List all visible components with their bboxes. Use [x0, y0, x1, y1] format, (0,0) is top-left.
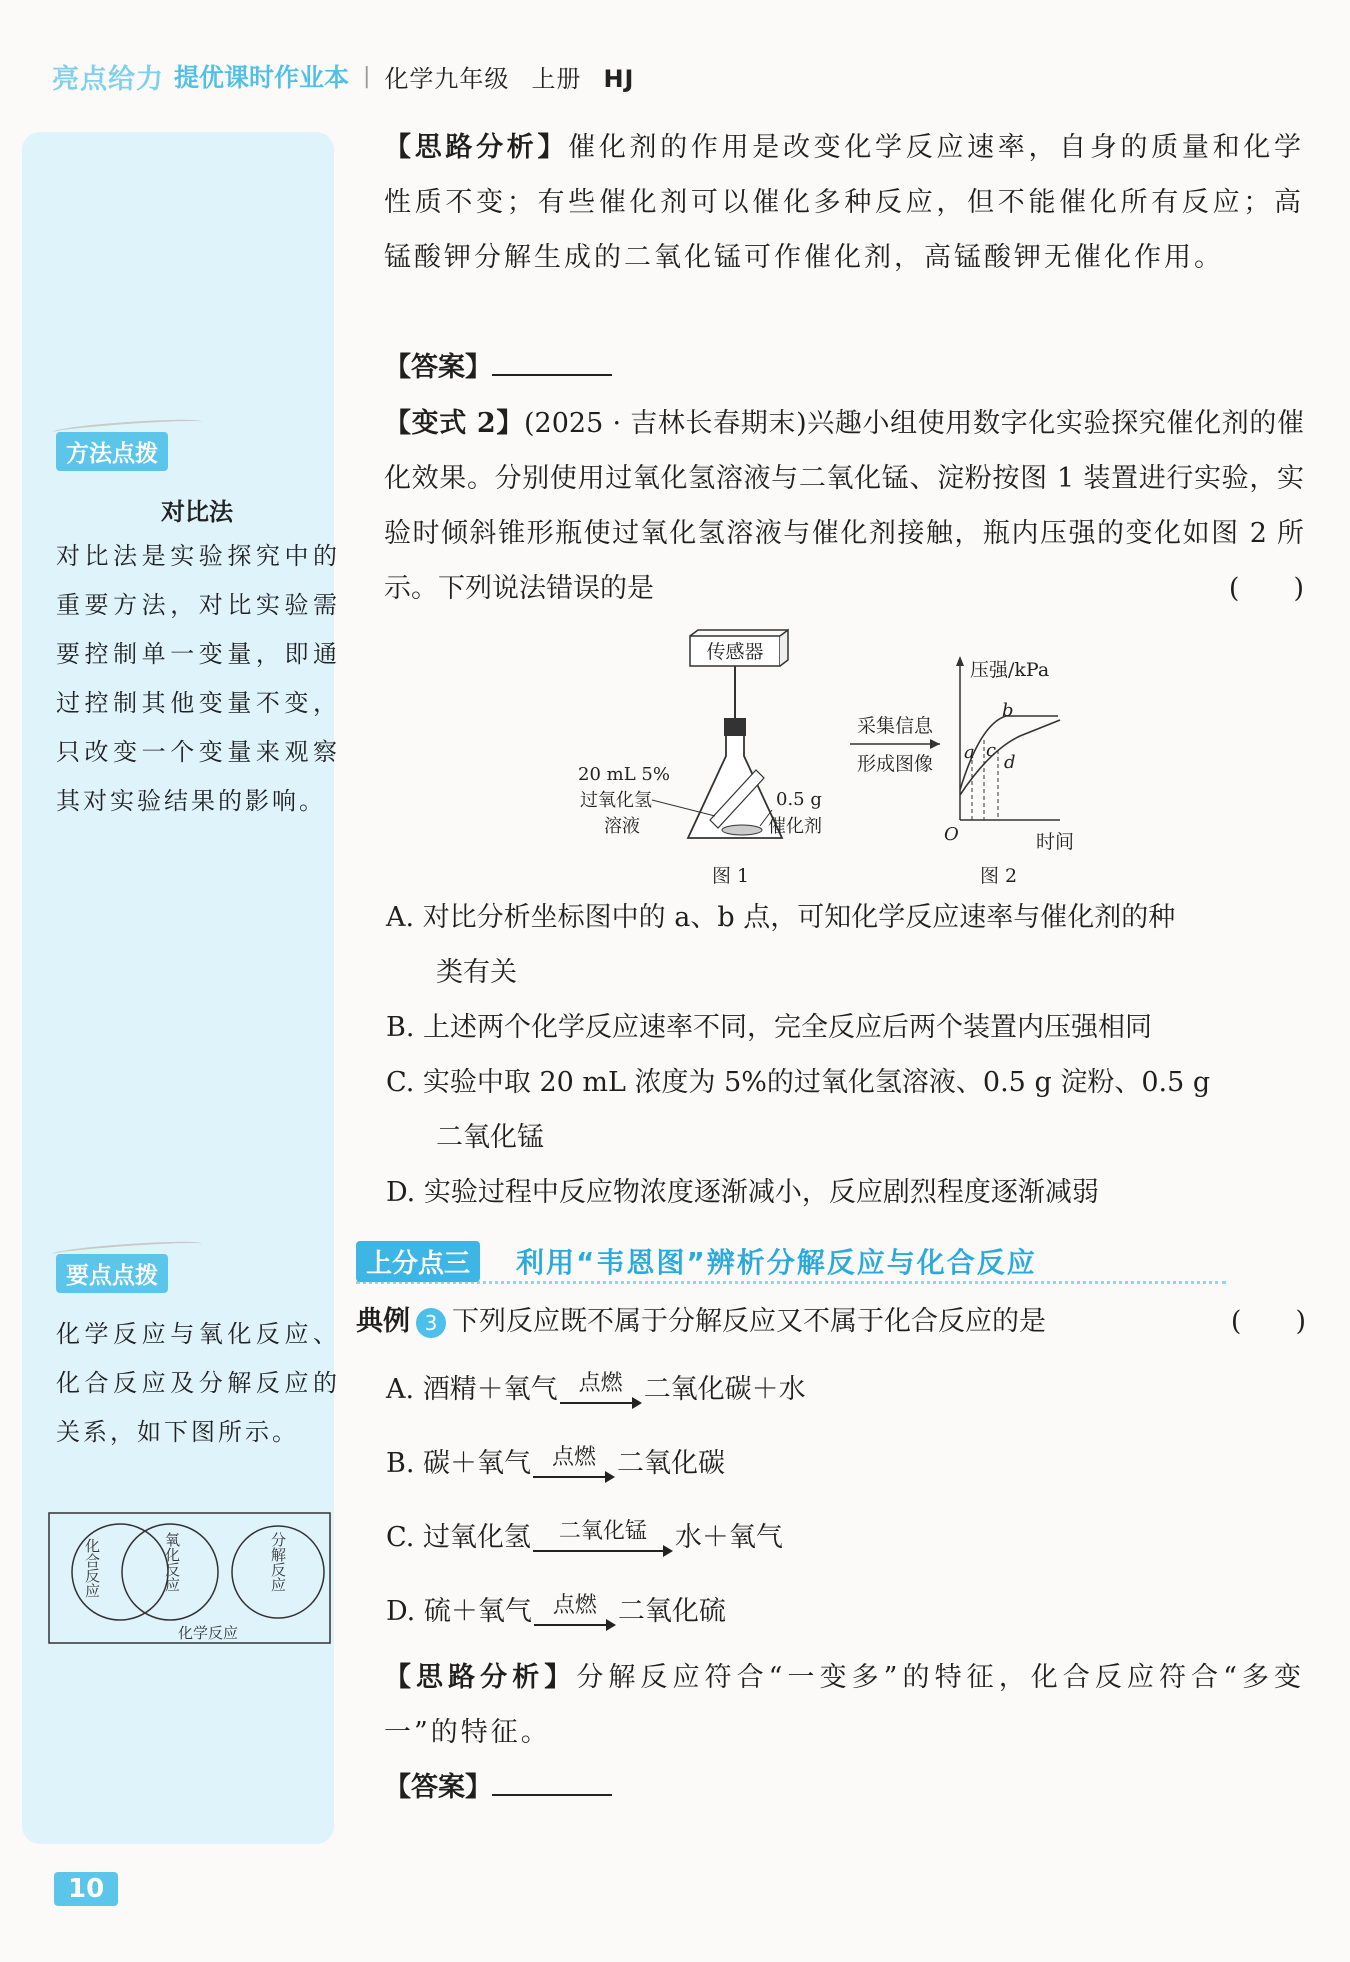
answer-1	[384, 340, 1304, 395]
option-text-cont: 二氧化锰	[436, 1122, 544, 1153]
y-axis-label: 压强/kPa	[970, 659, 1050, 681]
sensor-box-top	[690, 630, 788, 636]
venn-frame-label: 化学反应	[178, 1624, 239, 1642]
arrow-icon	[533, 1544, 673, 1558]
experiment-figure	[560, 620, 1120, 900]
page-header	[52, 56, 634, 96]
reaction-condition: 二氧化锰	[558, 1519, 647, 1544]
reaction-left: 硫＋氧气	[423, 1596, 532, 1627]
page-number: 10	[54, 1872, 118, 1906]
example-3	[356, 1300, 1306, 1344]
reaction-key: A.	[386, 1374, 415, 1405]
process-arrow-head	[930, 739, 940, 749]
key-tag: 要点点拨	[56, 1254, 168, 1293]
answer-2	[384, 1760, 1304, 1815]
method-title: 对比法	[161, 497, 233, 526]
origin-label: O	[944, 824, 959, 845]
reaction-b[interactable]	[386, 1444, 725, 1484]
variant-2-label: 【变式 2】	[384, 408, 524, 439]
point-d: d	[1004, 752, 1016, 773]
sensor-label: 传感器	[706, 641, 764, 663]
point-a: a	[964, 742, 975, 763]
option-text-cont: 类有关	[436, 957, 517, 988]
reaction-right: 二氧化硫	[617, 1596, 726, 1627]
analysis-1	[384, 120, 1304, 285]
analysis-2	[384, 1650, 1304, 1760]
section-tag: 上分点三	[356, 1241, 480, 1282]
catalyst-powder	[722, 825, 762, 835]
reaction-c[interactable]	[386, 1518, 783, 1558]
option-key: A.	[386, 902, 415, 933]
stopper	[724, 718, 746, 736]
option-a[interactable]	[386, 890, 1306, 1000]
answer-2-label: 【答案】	[384, 1772, 492, 1803]
variant-2-text: (2025 · 吉林长春期末)兴趣小组使用数字化实验探究催化剂的催化效果。分别使用过氧化氢溶液与二氧化锰、淀粉按图 1 装置进行实验，实验时倾斜锥形瓶使过氧化氢溶液与催化剂接触，瓶内压强的变化如图 2 所示。下列说法错误的是	[384, 408, 1305, 604]
reaction-arrow	[534, 1594, 616, 1632]
brand-logo: 亮点给力	[52, 63, 164, 95]
reaction-right: 水＋氧气	[674, 1522, 783, 1553]
arrow-icon	[533, 1470, 615, 1484]
y-axis-arrow	[956, 656, 964, 666]
arrow-bottom-label: 形成图像	[857, 753, 934, 775]
solution-vol: 20 mL 5%	[578, 764, 670, 785]
volume: 上册	[531, 64, 582, 93]
reaction-condition: 点燃	[552, 1445, 597, 1470]
reaction-arrow	[533, 1520, 673, 1558]
venn-label-1: 化合反应	[83, 1538, 101, 1598]
analysis-2-text: 分解反应符合“一变多”的特征，化合反应符合“多变一”的特征。	[384, 1662, 1304, 1748]
venn-diagram	[48, 1512, 331, 1644]
variant-2-paren: ( )	[1228, 573, 1304, 604]
answer-2-blank[interactable]	[492, 1768, 612, 1796]
option-text: 实验中取 20 mL 浓度为 5%的过氧化氢溶液、0.5 g 淀粉、0.5 g	[422, 1067, 1211, 1098]
catalyst-mass: 0.5 g	[776, 789, 822, 810]
sidebar	[22, 132, 340, 1844]
option-text: 上述两个化学反应速率不同，完全反应后两个装置内压强相同	[423, 1012, 1153, 1043]
catalyst-label: 催化剂	[768, 816, 822, 837]
arrow-icon	[560, 1396, 642, 1410]
reaction-left: 碳＋氧气	[423, 1448, 532, 1479]
reaction-key: D.	[386, 1596, 416, 1627]
analysis-2-label: 【思路分析】	[384, 1662, 577, 1693]
example-text: 下列反应既不属于分解反应又不属于化合反应的是	[452, 1306, 1046, 1337]
header-separator: |	[363, 63, 371, 89]
reaction-d[interactable]	[386, 1592, 726, 1632]
option-text: 对比分析坐标图中的 a、b 点，可知化学反应速率与催化剂的种	[422, 902, 1176, 933]
example-label: 典例	[356, 1306, 410, 1337]
subject: 化学九年级	[384, 64, 510, 93]
arrow-icon	[534, 1618, 616, 1632]
point-c: c	[986, 740, 997, 761]
sensor-box-side	[780, 630, 788, 666]
x-axis-label: 时间	[1036, 831, 1075, 853]
analysis-1-text: 催化剂的作用是改变化学反应速率，自身的质量和化学性质不变；有些催化剂可以催化多种反应，但不能催化所有反应；高锰酸钾分解生成的二氧化锰可作催化剂，高锰酸钾无催化作用。	[384, 132, 1305, 273]
reaction-condition: 点燃	[578, 1371, 623, 1396]
option-key: C.	[386, 1067, 415, 1098]
series-name: 提优课时作业本	[174, 63, 350, 92]
reaction-right: 二氧化碳	[617, 1448, 726, 1479]
option-key: B.	[386, 1012, 415, 1043]
variant-2	[384, 396, 1304, 616]
option-text: 实验过程中反应物浓度逐渐减小，反应剧烈程度逐渐减弱	[423, 1177, 1099, 1208]
reaction-left: 过氧化氢	[422, 1522, 531, 1553]
option-key: D.	[386, 1177, 416, 1208]
solution-name-1: 过氧化氢	[580, 790, 652, 811]
answer-1-blank[interactable]	[492, 348, 612, 376]
example-paren: ( )	[1230, 1306, 1306, 1337]
reaction-key: C.	[386, 1522, 415, 1553]
edition: HJ	[603, 64, 635, 93]
option-d[interactable]	[386, 1165, 1306, 1220]
example-number: 3	[416, 1308, 446, 1338]
venn-label-3: 分解反应	[269, 1532, 287, 1592]
analysis-1-label: 【思路分析】	[384, 132, 569, 163]
reaction-key: B.	[386, 1448, 415, 1479]
solution-name-2: 溶液	[604, 816, 640, 837]
option-b[interactable]	[386, 1000, 1306, 1055]
book-info	[384, 59, 634, 94]
arrow-top-label: 采集信息	[857, 715, 934, 737]
venn-label-2: 氧化反应	[163, 1532, 181, 1592]
answer-1-label: 【答案】	[384, 352, 492, 383]
reaction-a[interactable]	[386, 1370, 806, 1410]
reaction-arrow	[533, 1446, 615, 1484]
method-text: 对比法是实验探究中的重要方法，对比实验需要控制单一变量，即通过控制其他变量不变，只改变一个变量来观察其对实验结果的影响。	[56, 542, 340, 815]
fig1-caption: 图 1	[712, 865, 750, 887]
reaction-arrow	[560, 1372, 642, 1410]
section-title: 利用“韦恩图”辨析分解反应与化合反应	[516, 1246, 1037, 1279]
reaction-left: 酒精＋氧气	[422, 1374, 558, 1405]
section-header	[356, 1237, 1226, 1284]
fig2-caption: 图 2	[980, 865, 1018, 887]
reaction-condition: 点燃	[552, 1593, 597, 1618]
key-text: 化学反应与氧化反应、化合反应及分解反应的关系，如下图所示。	[56, 1320, 340, 1446]
reaction-right: 二氧化碳＋水	[643, 1374, 806, 1405]
method-tag: 方法点拨	[56, 432, 168, 471]
option-c[interactable]	[386, 1055, 1306, 1165]
point-b: b	[1002, 700, 1014, 721]
